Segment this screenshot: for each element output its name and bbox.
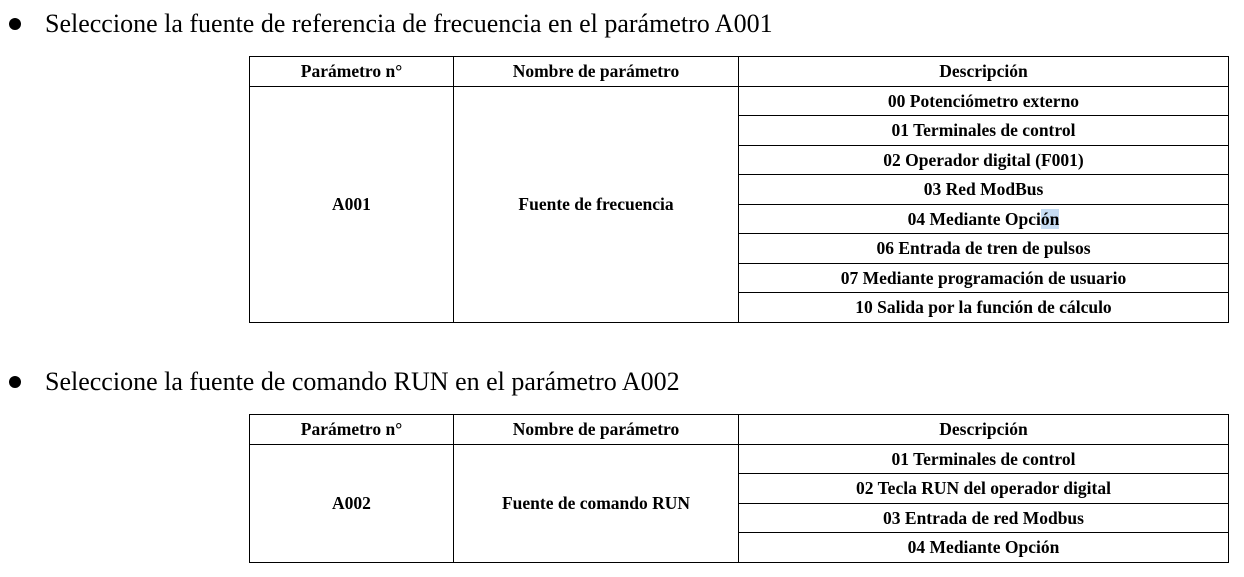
- table-header-row: [250, 57, 1229, 87]
- description-cell: 02 Operador digital (F001): [739, 145, 1229, 175]
- bullet-icon: [9, 18, 21, 30]
- description-cell: 10 Salida por la función de cálculo: [739, 293, 1229, 323]
- header-description: Descripción: [739, 415, 1229, 445]
- text-selection-highlight: ón: [1040, 208, 1060, 229]
- header-parameter-number: Parámetro n°: [250, 415, 454, 445]
- parameter-number-cell: A002: [250, 444, 454, 562]
- description-cell: 01 Terminales de control: [739, 116, 1229, 146]
- header-description: Descripción: [739, 57, 1229, 87]
- description-cell-selected: [739, 204, 1229, 234]
- parameter-name-cell: Fuente de frecuencia: [454, 86, 739, 322]
- header-parameter-name: Nombre de parámetro: [454, 57, 739, 87]
- header-parameter-name: Nombre de parámetro: [454, 415, 739, 445]
- description-cell: 04 Mediante Opción: [739, 533, 1229, 563]
- section-heading-a001: [0, 9, 773, 39]
- section-heading-text: Seleccione la fuente de comando RUN en el parámetro A002: [45, 367, 680, 396]
- description-cell: 03 Red ModBus: [739, 175, 1229, 205]
- parameter-table-a001: [249, 56, 1229, 323]
- table-row: [250, 86, 1229, 116]
- table-row: [250, 444, 1229, 474]
- parameter-number-cell: A001: [250, 86, 454, 322]
- description-cell: 01 Terminales de control: [739, 444, 1229, 474]
- description-cell: 03 Entrada de red Modbus: [739, 503, 1229, 533]
- section-heading-a002: [0, 367, 680, 397]
- parameter-name-cell: Fuente de comando RUN: [454, 444, 739, 562]
- description-cell: 00 Potenciómetro externo: [739, 86, 1229, 116]
- section-heading-text: Seleccione la fuente de referencia de frecuencia en el parámetro A001: [45, 9, 773, 38]
- description-cell: 02 Tecla RUN del operador digital: [739, 474, 1229, 504]
- description-cell: 06 Entrada de tren de pulsos: [739, 234, 1229, 264]
- bullet-icon: [9, 376, 21, 388]
- description-text-before-selection: 04 Mediante Opci: [907, 208, 1041, 229]
- header-parameter-number: Parámetro n°: [250, 57, 454, 87]
- table-header-row: [250, 415, 1229, 445]
- parameter-table-a002: [249, 414, 1229, 563]
- description-cell: 07 Mediante programación de usuario: [739, 263, 1229, 293]
